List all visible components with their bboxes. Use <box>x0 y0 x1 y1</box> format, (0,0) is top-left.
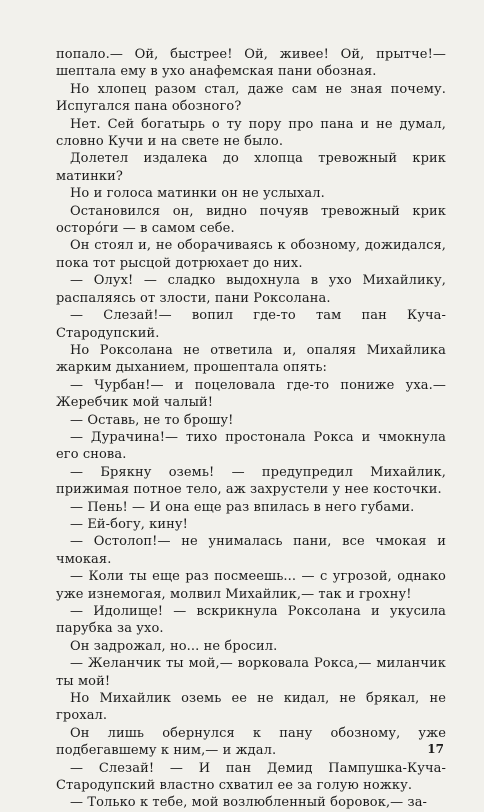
paragraph: Долетел издалека до хлопца тревожный крик матинки? <box>56 151 446 184</box>
paragraph: — Желанчик ты мой,— ворковала Рокса,— миланчик ты мой! <box>56 656 446 689</box>
paragraph: — Чурбан!— и поцеловала где-то пониже уха.— Жеребчик мой чалый! <box>56 377 446 411</box>
paragraph: Но Роксолана не ответила и, опаляя Михайлика жарким дыханием, прошептала опять: <box>56 342 446 376</box>
page-text <box>56 46 446 812</box>
paragraph: — Слезай!— вопил где-то там пан Куча-Стародупский. <box>56 308 446 341</box>
paragraph: — Дурачина!— тихо простонала Рокса и чмокнула его снова. <box>56 429 446 463</box>
paragraph: Но и голоса матинки он не услыхал. <box>70 186 325 202</box>
paragraph: Он стоял и, не оборачиваясь к обозному, дожидался, пока тот рысцой дотрюхает до них. <box>56 238 446 271</box>
paragraph: Он лишь обернулся к пану обозному, уже подбегавшему к ним,— и ждал. <box>56 725 446 759</box>
page-number: 17 <box>427 742 444 756</box>
paragraph: Он задрожал, но... не бросил. <box>70 638 278 654</box>
paragraph: — Только к тебе, мой возлюбленный боровок,— за- <box>70 795 428 811</box>
paragraph: — Идолище! — вскрикнула Роксолана и укусила парубка за ухо. <box>56 604 446 637</box>
paragraph: — Брякну оземь! — предупредил Михайлик, прижимая потное тело, аж захрустели у нее косточки. <box>56 464 446 498</box>
paragraph: — Оставь, не то брошу! <box>70 412 234 428</box>
paragraph: Но хлопец разом стал, даже сам не зная почему. Испугался пана обозного? <box>56 81 446 115</box>
paragraph: попало.— Ой, быстрее! Ой, живее! Ой, прытче!— шептала ему в ухо анафемская пани обозная. <box>56 47 446 80</box>
paragraph: Остановился он, видно почуяв тревожный крик осторо́ги — в самом себе. <box>56 203 446 237</box>
paragraph: — Олух! — сладко выдохнула в ухо Михайлику, распаляясь от злости, пани Роксолана. <box>56 273 446 306</box>
paragraph: — Пень! — И она еще раз впилась в него губами. <box>70 499 415 515</box>
paragraph: Нет. Сей богатырь о ту пору про пана и не думал, словно Кучи и на свете не было. <box>56 116 446 150</box>
paragraph: — Слезай! — И пан Демид Пампушка-Куча-Стародупский властно схватил ее за голую ножку. <box>56 760 446 794</box>
paragraph: Но Михайлик оземь ее не кидал, не брякал, не грохал. <box>56 691 446 724</box>
paragraph: — Ей-богу, кину! <box>70 516 188 532</box>
paragraph: — Остолоп!— не унималась пани, все чмокая и чмокая. <box>56 534 446 567</box>
paragraph: — Коли ты еще раз посмеешь... — с угрозой, однако уже изнемогая, молвил Михайлик,— так и грохну! <box>56 569 446 602</box>
